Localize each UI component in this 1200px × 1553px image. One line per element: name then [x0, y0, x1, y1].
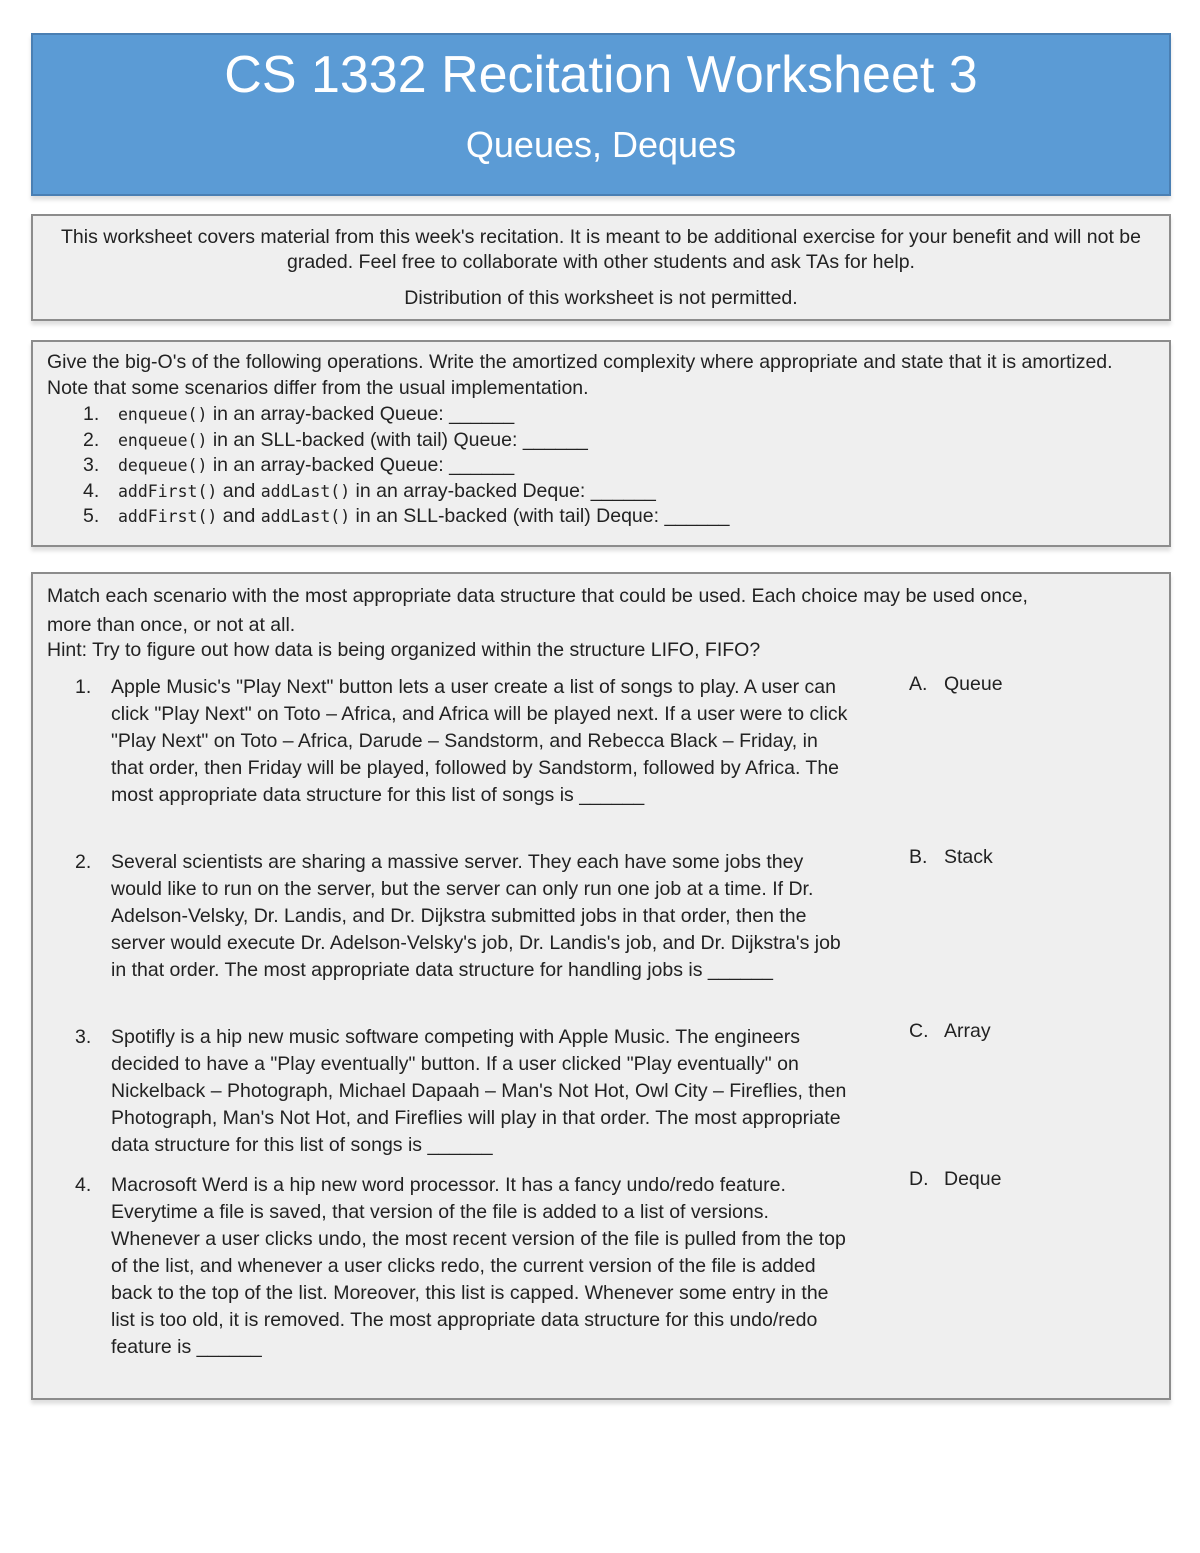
scenario-item: [75, 1172, 851, 1361]
big-o-item: [47, 428, 1155, 454]
method-name: dequeue(): [118, 456, 208, 475]
scenario-item: [75, 1024, 851, 1159]
big-o-prompt: Give the big-O's of the following operations. Write the amortized complexity where appropriate and state that it is amortized. Note that some scenarios differ from the usual implementation.: [47, 351, 1113, 399]
big-o-item: [47, 402, 1155, 428]
method-name: enqueue(): [118, 405, 208, 424]
intro-box: [31, 214, 1171, 321]
choice-label: Array: [944, 1020, 991, 1042]
choice-label: Deque: [944, 1168, 1002, 1190]
choice-label: Queue: [944, 673, 1003, 695]
scenario-number: 4.: [75, 1174, 92, 1196]
distribution-notice: Distribution of this worksheet is not permitted.: [404, 287, 798, 309]
scenario-text: Macrosoft Werd is a hip new word processor. It has a fancy undo/redo feature. Everytime a file is saved, that version of the file is added to a list of versions. Whenever a user clicks undo, the most recent version of the file is pulled from the top of the list, and whenever a user clicks redo, the current version of the file is added back to the top of the list. Moreover, this list is capped. Whenever some entry in the list is too old, it is removed. The most appropriate data structure for this undo/redo feature is ______: [111, 1174, 846, 1358]
item-number: 1.: [83, 403, 100, 425]
method-name: addLast(): [260, 507, 351, 526]
choice-label: Stack: [944, 846, 993, 868]
scenario-item: [75, 849, 851, 984]
choice-stack: [909, 844, 993, 871]
item-text: in an array-backed Queue: ______: [207, 403, 515, 425]
item-joiner: and: [217, 479, 261, 502]
item-number: 3.: [83, 454, 100, 476]
matching-prompt: Match each scenario with the most appropriate data structure that could be used. Each choice may be used once, more than once, or not at all.: [47, 585, 1028, 636]
matching-hint: Hint: Try to figure out how data is being organized within the structure LIFO, FIFO?: [47, 639, 761, 661]
page-title: CS 1332 Recitation Worksheet 3: [224, 46, 978, 104]
big-o-item: [47, 504, 1155, 530]
item-text: in an SLL-backed (with tail) Queue: ______: [207, 428, 588, 451]
item-number: 2.: [83, 428, 100, 451]
scenario-item: [75, 674, 851, 809]
method-name: addLast(): [260, 481, 351, 501]
choice-queue: [909, 671, 1003, 698]
choice-letter: A.: [909, 673, 928, 695]
big-o-list: [47, 402, 1155, 530]
method-name: enqueue(): [118, 430, 208, 450]
item-number: 4.: [83, 479, 100, 502]
item-text: in an array-backed Deque: ______: [350, 479, 656, 502]
method-name: addFirst(): [118, 481, 218, 501]
method-name: addFirst(): [118, 507, 218, 526]
choice-deque: [909, 1166, 1001, 1193]
choice-letter: D.: [909, 1168, 929, 1190]
choice-letter: B.: [909, 846, 928, 868]
scenario-text: Spotifly is a hip new music software competing with Apple Music. The engineers decided to have a "Play eventually" button. If a user clicked "Play eventually" on Nickelback – Photograph, Michael Dapaah – Man's Not Hot, Owl City – Fireflies, then Photograph, Man's Not Hot, and Fireflies will play in that order. The most appropriate data structure for this list of songs is ______: [111, 1026, 847, 1156]
intro-text: This worksheet covers material from this week's recitation. It is meant to be additional exercise for your benefit and will not be graded. Feel free to collaborate with other students and ask TAs for help.: [61, 226, 1141, 273]
page-subtitle: Queues, Deques: [465, 124, 737, 165]
item-number: 5.: [83, 505, 100, 527]
item-text: in an array-backed Queue: ______: [207, 454, 515, 476]
big-o-item: [47, 479, 1155, 505]
worksheet-header: [31, 33, 1171, 196]
scenario-number: 1.: [75, 676, 92, 698]
big-o-item: [47, 453, 1155, 479]
scenario-text: Apple Music's "Play Next" button lets a user create a list of songs to play. A user can click "Play Next" on Toto – Africa, and Africa will be played next. If a user were to click "Play Next" on Toto – Africa, Darude – Sandstorm, and Rebecca Black – Friday, in that order, then Friday will be played, followed by Sandstorm, followed by Africa. The most appropriate data structure for this list of songs is ______: [111, 676, 848, 806]
choice-array: [909, 1018, 991, 1045]
scenario-text: Several scientists are sharing a massive server. They each have some jobs they would like to run on the server, but the server can only run one job at a time. If Dr. Adelson-Velsky, Dr. Landis, and Dr. Dijkstra submitted jobs in that order, then the server would execute Dr. Adelson-Velsky's job, Dr. Landis's job, and Dr. Dijkstra's job in that order. The most appropriate data structure for handling jobs is ______: [111, 851, 841, 981]
item-joiner: and: [217, 505, 261, 527]
scenario-number: 2.: [75, 851, 92, 873]
matching-section: [31, 572, 1171, 1400]
choice-letter: C.: [909, 1020, 929, 1042]
item-text: in an SLL-backed (with tail) Deque: ______: [350, 505, 730, 527]
big-o-section: [31, 340, 1171, 547]
scenario-number: 3.: [75, 1026, 92, 1048]
